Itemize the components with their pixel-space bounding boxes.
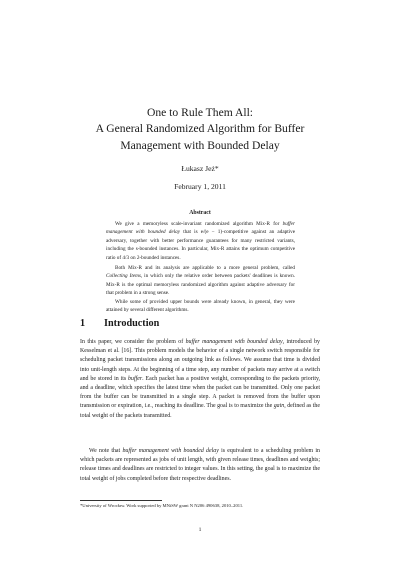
title-line-2: A General Randomized Algorithm for Buffer xyxy=(95,122,305,136)
section-title: Introduction xyxy=(104,318,160,329)
paper-title xyxy=(60,105,340,154)
title-line-3: Management with Bounded Delay xyxy=(120,138,280,152)
abstract-paragraph-1: We give a memoryless scale-invariant randomized algorithm Mix-R for buffer management with bounded delay that is e/(e − 1)-competitive against an adaptive adversary, together with better performance guarantees for many restricted variants, including the s-bounded instances. In particular, Mix-R attains the optimum competitive ratio of 4/3 on 2-bounded instances. xyxy=(106,221,296,261)
footnote-rule xyxy=(80,500,162,501)
body-paragraph-1: In this paper, we consider the problem of buffer management with bounded delay, introduced by Kesselman et al. [16]. This problem models the behavior of a single network switch responsible for scheduling packet transmissions along an outgoing link as follows. We assume that time is divided into unit-length steps. At the beginning of a time step, any number of packets may arrive at a switch and be stored in its buffer. Each packet has a positive weight, corresponding to the packets priority, and a deadline, which specifies the latest time when the packet can be transmitted. Only one packet from the buffer can be transmitted in a single step. A packet is removed from the buffer upon transmission or expiration, i.e., reaching its deadline. The goal is to maximize the gain, defined as the total weight of the packets transmitted. xyxy=(80,339,320,419)
abstract-paragraph-2: Both Mix-R and its analysis are applicable to a more general problem, called Collecting Items, in which only the relative order between packets' deadlines is known. Mix-R is the optimal memoryless randomized algorithm against adaptive adversary for that problem in a strong sense. xyxy=(106,265,295,297)
abstract-heading: Abstract xyxy=(189,210,211,216)
body-paragraph-2: We note that buffer management with bounded delay is equivalent to a scheduling problem in which packets are represented as jobs of unit length, with given release times, deadlines and weights; release times and deadlines are restricted to integer values. In this setting, the goal is to maximize the total weight of jobs completed before their respective deadlines. xyxy=(80,448,320,482)
section-number: 1 xyxy=(80,318,86,329)
page-number: 1 xyxy=(198,527,202,533)
section-heading xyxy=(80,318,159,329)
author: Łukasz Jeż* xyxy=(181,164,219,173)
abstract-paragraph-3: While some of provided upper bounds were already known, in general, they were attained by several different algorithms. xyxy=(106,299,295,314)
footnote: *University of Wrocław. Work supported by MNiSW grant N N206 490638, 2010–2011. xyxy=(80,503,244,508)
date: February 1, 2011 xyxy=(174,182,226,191)
title-line-1: One to Rule Them All: xyxy=(146,106,254,119)
